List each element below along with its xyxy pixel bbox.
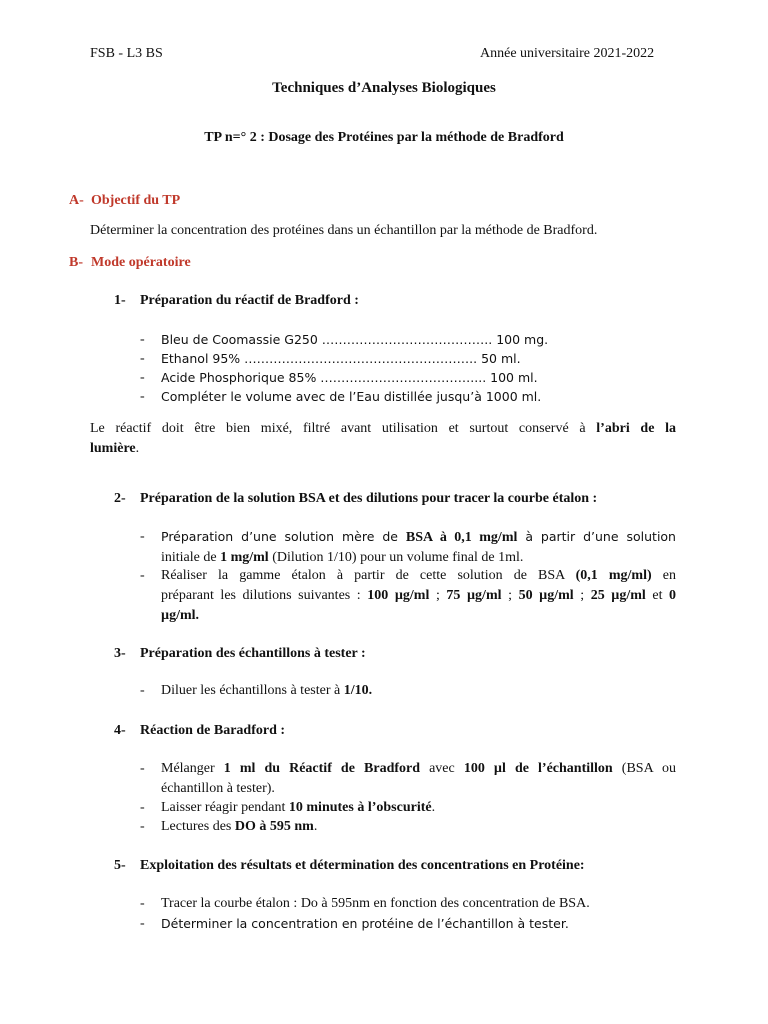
- bullet-mark: -: [140, 916, 145, 931]
- step-2-title: Préparation de la solution BSA et des dilutions pour tracer la courbe étalon :: [140, 491, 598, 506]
- text: échantillon à tester).: [161, 781, 275, 796]
- text: .: [431, 800, 436, 815]
- incubation-item: [161, 798, 676, 818]
- bullet-mark: -: [140, 370, 145, 385]
- bullet-mark: -: [140, 351, 145, 366]
- bold-text: 10 minutes à l’obscurité: [288, 800, 432, 815]
- step-5-number: 5-: [114, 858, 126, 873]
- section-b-title: Mode opératoire: [91, 255, 191, 270]
- step-1-heading: [114, 291, 359, 311]
- header-academic-year: Année universitaire 2021-2022: [480, 46, 655, 61]
- bullet-mark: -: [140, 568, 145, 583]
- objective-text: Déterminer la concentration des protéines dans un échantillon par la méthode de Bradford.: [90, 223, 598, 238]
- bold-text: BSA à 0,1 mg/ml: [405, 530, 518, 545]
- bold-text: (0,1 mg/ml): [575, 568, 652, 583]
- section-a-title: Objectif du TP: [91, 193, 181, 208]
- reagent-item-phosphoric-acid: Acide Phosphorique 85% ……………………………….... 100 ml.: [161, 370, 538, 385]
- bsa-stock-solution-item: [161, 527, 676, 568]
- bold-text: 1 ml du Réactif de Bradford: [223, 761, 421, 776]
- step-4-title: Réaction de Baradford :: [140, 723, 286, 738]
- determine-concentration-item: Déterminer la concentration en protéine de l’échantillon à tester.: [161, 916, 569, 931]
- text: (BSA ou: [612, 761, 676, 776]
- separator: ;: [573, 588, 591, 603]
- text: en: [651, 568, 676, 583]
- step-4-number: 4-: [114, 723, 126, 738]
- text: à partir d’une solution: [517, 529, 676, 544]
- note-text: Le réactif doit être bien mixé, filtré avant utilisation et surtout conservé à: [90, 421, 597, 436]
- bullet-mark: -: [140, 800, 145, 815]
- sample-dilution-item: [161, 681, 676, 701]
- text: Réaliser la gamme étalon à partir de cette solution de BSA: [161, 568, 576, 583]
- section-a-heading: [69, 191, 180, 211]
- dilution-75: 75 µg/ml: [446, 588, 502, 603]
- reagent-storage-note: [90, 419, 676, 459]
- header-course: FSB - L3 BS: [90, 46, 163, 61]
- step-4-heading: [114, 721, 285, 741]
- text: préparant les dilutions suivantes :: [161, 588, 368, 603]
- document-title: Techniques d’Analyses Biologiques: [272, 80, 496, 96]
- bold-text: 100 µl de l’échantillon: [463, 761, 613, 776]
- section-b-heading: [69, 253, 191, 273]
- text: avec: [420, 761, 464, 776]
- reagent-item-coomassie: Bleu de Coomassie G250 ………………………………….. 100 mg.: [161, 332, 549, 347]
- step-2-heading: [114, 489, 597, 509]
- text: Diluer les échantillons à tester à: [161, 683, 344, 698]
- dilution-unit: µg/ml.: [161, 608, 200, 623]
- bold-text: 1 mg/ml: [220, 550, 269, 565]
- note-period: .: [135, 441, 140, 456]
- text: .: [313, 819, 318, 834]
- text: Laisser réagir pendant: [161, 800, 289, 815]
- text: Lectures des: [161, 819, 235, 834]
- bullet-mark: -: [140, 761, 145, 776]
- bold-text: DO à 595 nm: [234, 819, 314, 834]
- dilution-0: 0: [669, 588, 677, 603]
- tp-title: TP n=° 2 : Dosage des Protéines par la méthode de Bradford: [204, 130, 564, 145]
- reagent-item-water: Compléter le volume avec de l’Eau distillée jusqu’à 1000 ml.: [161, 389, 542, 404]
- mixing-item: [161, 759, 676, 799]
- standard-range-item: [161, 566, 676, 626]
- step-3-number: 3-: [114, 646, 126, 661]
- bullet-mark: -: [140, 896, 145, 911]
- reading-item: [161, 817, 676, 837]
- bullet-mark: -: [140, 683, 145, 698]
- standard-curve-item: Tracer la courbe étalon : Do à 595nm en fonction des concentration de BSA.: [161, 896, 590, 911]
- step-1-number: 1-: [114, 293, 126, 308]
- section-b-letter: B-: [69, 255, 83, 270]
- text: initiale de: [161, 550, 221, 565]
- step-5-heading: [114, 856, 585, 876]
- separator: et: [645, 588, 670, 603]
- note-bold-light: l’abri de la: [596, 421, 676, 436]
- step-3-heading: [114, 644, 366, 664]
- bullet-mark: -: [140, 529, 145, 544]
- bold-text: 1/10.: [343, 683, 373, 698]
- bullet-mark: -: [140, 389, 145, 404]
- separator: ;: [501, 588, 519, 603]
- dilution-100: 100 µg/ml: [367, 588, 430, 603]
- step-3-title: Préparation des échantillons à tester :: [140, 646, 366, 661]
- step-1-title: Préparation du réactif de Bradford :: [140, 293, 359, 308]
- dilution-50: 50 µg/ml: [518, 588, 574, 603]
- note-bold-lumiere: lumière: [90, 441, 136, 456]
- text: Préparation d’une solution mère de: [161, 529, 406, 544]
- section-a-letter: A-: [69, 193, 84, 208]
- step-5-title: Exploitation des résultats et détermination des concentrations en Protéine:: [140, 858, 585, 873]
- bullet-mark: -: [140, 332, 145, 347]
- text: Mélanger: [161, 761, 224, 776]
- bullet-mark: -: [140, 819, 145, 834]
- text: (Dilution 1/10) pour un volume final de 1ml.: [268, 550, 524, 565]
- dilution-25: 25 µg/ml: [590, 588, 646, 603]
- separator: ;: [429, 588, 447, 603]
- reagent-item-ethanol: Ethanol 95% ……………………………………………….. 50 ml.: [161, 351, 521, 366]
- step-2-number: 2-: [114, 491, 126, 506]
